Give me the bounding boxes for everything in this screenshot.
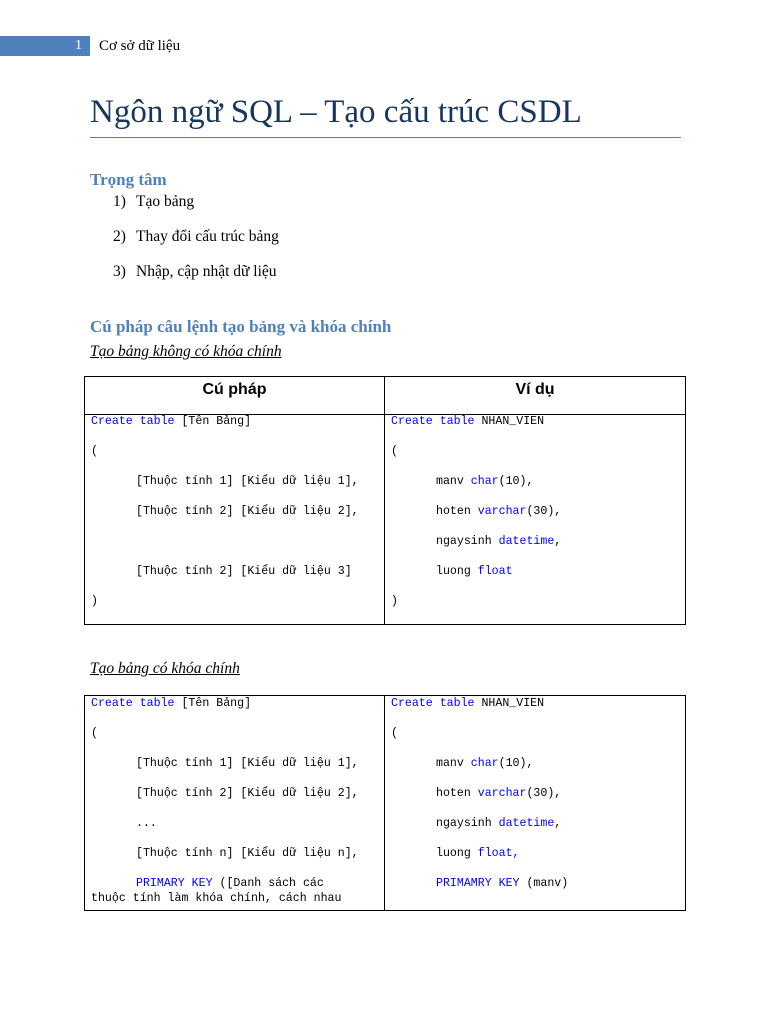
code-line: [Thuộc tính 2] [Kiểu dữ liệu 2],	[136, 787, 359, 800]
subheading-pk: Tạo bảng có khóa chính	[90, 660, 240, 677]
page-number: 1	[75, 38, 82, 53]
code-line: [Thuộc tính 2] [Kiểu dữ liệu 3]	[136, 565, 352, 578]
header-example: Ví dụ	[515, 381, 555, 398]
list-item: 3) Nhập, cập nhật dữ liệu	[113, 263, 277, 280]
title-underline	[90, 137, 681, 138]
code-line: Create table [Tên Bảng]	[91, 697, 252, 710]
focus-heading: Trọng tâm	[90, 170, 167, 189]
list-item: 1) Tạo bảng	[113, 193, 195, 210]
code-line: ngaysinh datetime,	[436, 535, 562, 548]
code-line: Create table NHAN_VIEN	[391, 697, 545, 710]
focus-list	[113, 192, 279, 297]
page-title: Ngôn ngữ SQL – Tạo cấu trúc CSDL	[90, 94, 582, 130]
code-line: [Thuộc tính 1] [Kiểu dữ liệu 1],	[136, 757, 359, 770]
code-line: PRIMARY KEY ([Danh sách các	[136, 877, 324, 890]
code-line: hoten varchar(30),	[436, 787, 562, 800]
list-item: 2) Thay đổi cấu trúc bảng	[113, 228, 279, 245]
code-line: ngaysinh datetime,	[436, 817, 562, 830]
running-title: Cơ sở dữ liệu	[99, 38, 181, 54]
code-line: )	[91, 595, 98, 608]
code-line: luong float	[436, 565, 513, 578]
header-syntax: Cú pháp	[202, 381, 267, 398]
code-line: (	[391, 445, 398, 458]
subheading-no-pk: Tạo bảng không có khóa chính	[90, 343, 282, 360]
table-header-row	[85, 377, 685, 415]
syntax-table-no-pk	[84, 376, 686, 625]
code-line: ...	[136, 817, 157, 830]
code-line: (	[391, 727, 398, 740]
code-line-wrap: thuộc tính làm khóa chính, cách nhau	[91, 892, 342, 905]
code-line: luong float,	[436, 847, 520, 860]
code-line: [Thuộc tính 1] [Kiểu dữ liệu 1],	[136, 475, 359, 488]
code-line: )	[391, 595, 398, 608]
code-line: [Thuộc tính 2] [Kiểu dữ liệu 2],	[136, 505, 359, 518]
section-heading: Cú pháp câu lệnh tạo bảng và khóa chính	[90, 317, 392, 336]
code-line: (	[91, 727, 98, 740]
code-line: hoten varchar(30),	[436, 505, 562, 518]
code-line: PRIMAMRY KEY (manv)	[436, 877, 569, 890]
code-line: [Thuộc tính n] [Kiểu dữ liệu n],	[136, 847, 359, 860]
code-line: manv char(10),	[436, 757, 534, 770]
syntax-table-pk	[84, 695, 686, 911]
code-line: Create table NHAN_VIEN	[391, 415, 545, 428]
code-line: manv char(10),	[436, 475, 534, 488]
code-line: Create table [Tên Bảng]	[91, 415, 252, 428]
code-line: (	[91, 445, 98, 458]
